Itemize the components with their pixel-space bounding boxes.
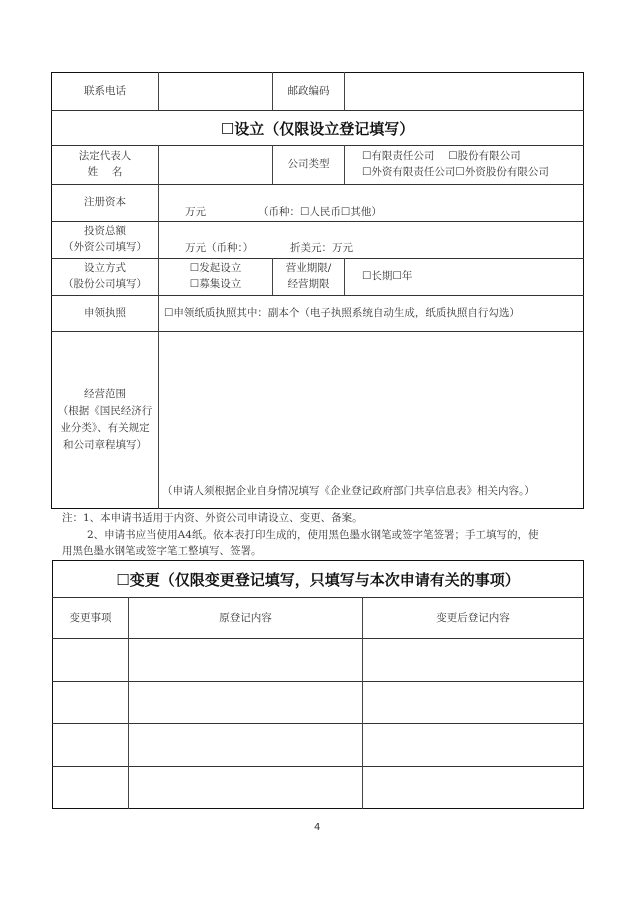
original-content-cell[interactable] — [130, 724, 362, 765]
row-divider — [51, 145, 584, 146]
legal-rep-label-line1: 法定代表人 — [78, 150, 132, 162]
changed-content-cell[interactable] — [364, 767, 583, 808]
row-divider — [52, 597, 584, 598]
phone-field[interactable] — [160, 74, 271, 109]
note-line3: 用黑色墨水钢笔或签字笔工整填写、签署。 — [62, 545, 262, 557]
business-scope-hint: （申请人须根据企业自身情况填写《企业登记政府部门共享信息表》相关内容。） — [162, 485, 535, 497]
change-item-cell[interactable] — [53, 639, 128, 680]
company-type-label: 公司类型 — [287, 158, 330, 170]
col-divider — [344, 72, 345, 110]
note-line2: 2、申请书应当使用A4纸。依本表打印生成的，使用黑色墨水钢笔或签字笔签署；手工填写的，使 — [87, 529, 539, 541]
note-line1: 注：1、本申请书适用于内资、外资公司申请设立、变更、备案。 — [62, 512, 363, 524]
row-divider — [51, 221, 584, 222]
row-divider — [51, 258, 584, 259]
business-term-label-line2: 经营期限 — [287, 278, 330, 290]
table-row — [53, 724, 583, 765]
company-type-options-line1[interactable]: ☐有限责任公司 ☐股份有限公司 — [362, 150, 521, 162]
header-original-content: 原登记内容 — [219, 612, 272, 624]
business-term-label-line1: 营业期限/ — [285, 262, 332, 274]
establishment-section-title: ☐设立（仅限设立登记填写） — [220, 120, 415, 138]
postal-code-label: 邮政编码 — [287, 85, 330, 97]
col-divider — [344, 258, 345, 295]
table-row — [53, 767, 583, 808]
header-change-item: 变更事项 — [69, 612, 112, 624]
original-content-cell[interactable] — [130, 639, 362, 680]
page-number: 4 — [314, 822, 321, 833]
postal-code-field[interactable] — [346, 74, 582, 109]
row-divider — [51, 331, 584, 332]
business-scope-label-line1: 经营范围 — [84, 388, 126, 400]
business-term-options[interactable]: ☐长期☐年 — [362, 270, 413, 282]
original-content-cell[interactable] — [130, 682, 362, 722]
legal-rep-name-field[interactable] — [160, 147, 271, 183]
change-section-title: ☐变更（仅限变更登记填写，只填写与本次申请有关的事项） — [116, 571, 520, 589]
total-investment-usd: 折美元：万元 — [290, 242, 353, 254]
col-divider — [158, 145, 159, 509]
establishment-method-label-line1: 设立方式 — [84, 262, 126, 274]
license-label: 申领执照 — [84, 307, 126, 319]
row-divider — [51, 184, 584, 185]
table-row — [53, 639, 583, 680]
phone-label: 联系电话 — [84, 85, 126, 97]
license-text[interactable]: ☐申领纸质执照其中：副本个（电子执照系统自动生成，纸质执照自行勾选） — [164, 307, 520, 319]
header-changed-content: 变更后登记内容 — [436, 612, 510, 624]
row-divider — [51, 295, 584, 296]
changed-content-cell[interactable] — [364, 682, 583, 722]
registered-capital-currency[interactable]: （币种：☐人民币☐其他） — [258, 206, 382, 218]
total-investment-unit-currency: 万元（币种：） — [185, 242, 254, 254]
business-scope-label-line2: （根据《国民经济行 — [57, 405, 153, 417]
legal-rep-label-line2: 姓 名 — [87, 166, 123, 178]
company-type-options-line2[interactable]: ☐外资有限责任公司☐外资股份有限公司 — [362, 166, 549, 178]
business-scope-label-line3: 业分类》、有关规定 — [60, 422, 150, 434]
registered-capital-unit: 万元 — [185, 206, 206, 218]
business-scope-field[interactable] — [160, 333, 582, 483]
method-option-subscription[interactable]: ☐募集设立 — [189, 278, 242, 290]
total-investment-label-line1: 投资总额 — [84, 225, 126, 237]
total-investment-label-line2: （外资公司填写） — [63, 241, 147, 253]
establishment-method-label-line2: （股份公司填写） — [63, 278, 147, 290]
change-item-cell[interactable] — [53, 767, 128, 808]
business-scope-label-line4: 和公司章程填写） — [63, 439, 147, 451]
changed-content-cell[interactable] — [364, 639, 583, 680]
table-row — [53, 682, 583, 722]
registered-capital-label: 注册资本 — [84, 196, 126, 208]
change-item-cell[interactable] — [53, 682, 128, 722]
method-option-promotion[interactable]: ☐发起设立 — [189, 262, 242, 274]
change-item-cell[interactable] — [53, 724, 128, 765]
col-divider — [344, 145, 345, 184]
col-divider — [158, 72, 159, 110]
changed-content-cell[interactable] — [364, 724, 583, 765]
row-divider — [51, 110, 584, 111]
original-content-cell[interactable] — [130, 767, 362, 808]
